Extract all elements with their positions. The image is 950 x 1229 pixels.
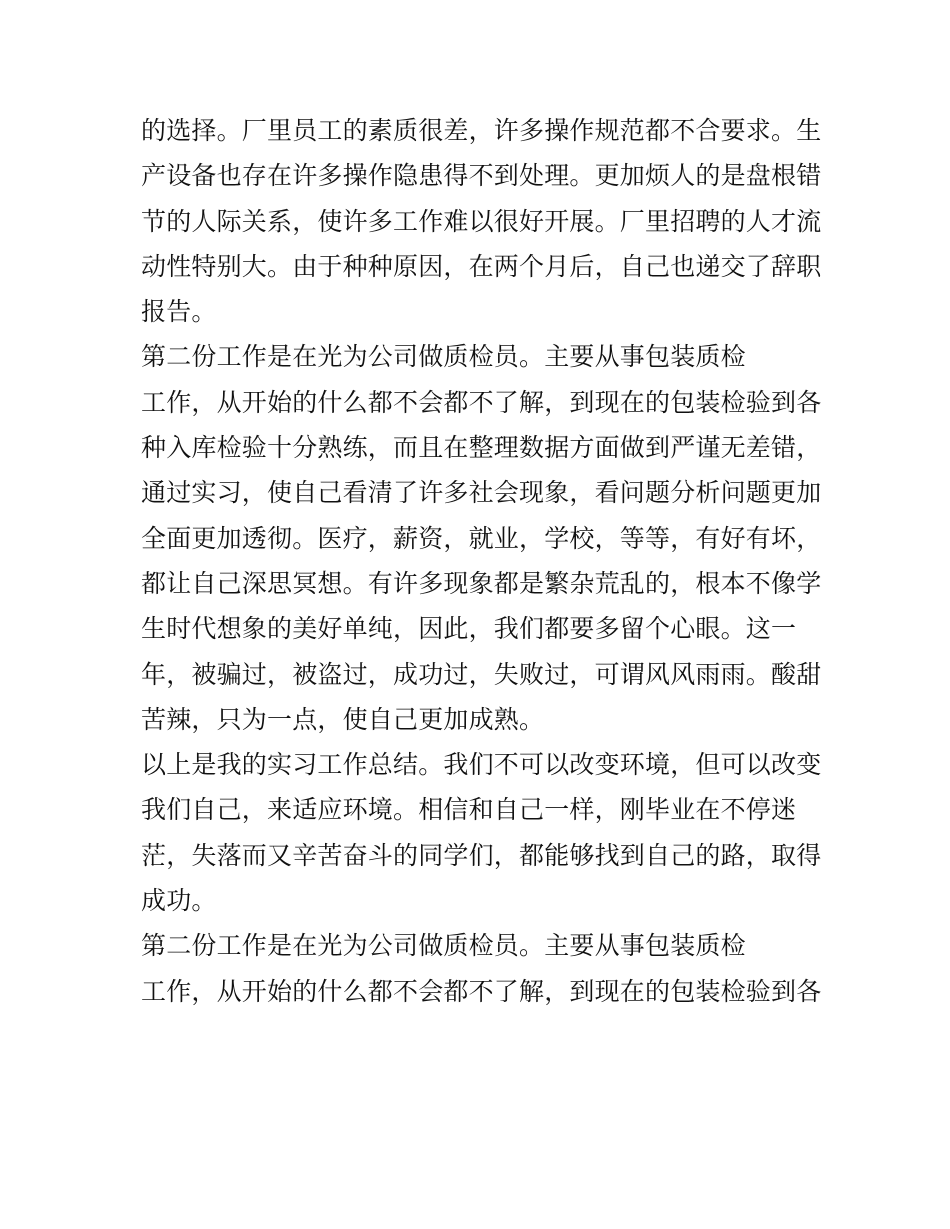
text-line-8: 种入库检验十分熟练，而且在整理数据方面做到严谨无差错， xyxy=(141,433,822,463)
text-line-14: 苦辣，只为一点，使自己更加成熟。 xyxy=(141,704,545,734)
text-line-5: 报告。 xyxy=(141,297,217,327)
text-line-10: 全面更加透彻。医疗，薪资，就业，学校，等等，有好有坏， xyxy=(141,523,822,553)
text-line-18: 成功。 xyxy=(141,886,217,916)
text-line-16: 我们自己，来适应环境。相信和自己一样，刚毕业在不停迷 xyxy=(141,795,797,825)
text-line-13: 年，被骗过，被盗过，成功过，失败过，可谓风风雨雨。酸甜 xyxy=(141,659,822,689)
text-line-20: 工作，从开始的什么都不会都不了解，到现在的包装检验到各 xyxy=(141,976,822,1006)
text-line-6: 第二份工作是在光为公司做质检员。主要从事包装质检 xyxy=(141,342,746,372)
text-line-19: 第二份工作是在光为公司做质检员。主要从事包装质检 xyxy=(141,931,746,961)
text-line-1: 的选择。厂里员工的素质很差，许多操作规范都不合要求。生 xyxy=(141,116,822,145)
text-line-9: 通过实习，使自己看清了许多社会现象，看问题分析问题更加 xyxy=(141,478,822,508)
text-line-2: 产设备也存在许多操作隐患得不到处理。更加烦人的是盘根错 xyxy=(141,161,822,191)
document-body xyxy=(141,108,821,1014)
text-line-4: 动性特别大。由于种种原因，在两个月后，自己也递交了辞职 xyxy=(141,251,822,281)
text-line-17: 茫，失落而又辛苦奋斗的同学们，都能够找到自己的路，取得 xyxy=(141,840,822,870)
text-line-7: 工作，从开始的什么都不会都不了解，到现在的包装检验到各 xyxy=(141,387,822,417)
text-line-15: 以上是我的实习工作总结。我们不可以改变环境，但可以改变 xyxy=(141,750,822,780)
text-line-12: 生时代想象的美好单纯，因此，我们都要多留个心眼。这一 xyxy=(141,614,797,644)
text-line-3: 节的人际关系，使许多工作难以很好开展。厂里招聘的人才流 xyxy=(141,206,822,236)
text-line-11: 都让自己深思冥想。有许多现象都是繁杂荒乱的，根本不像学 xyxy=(141,568,822,598)
